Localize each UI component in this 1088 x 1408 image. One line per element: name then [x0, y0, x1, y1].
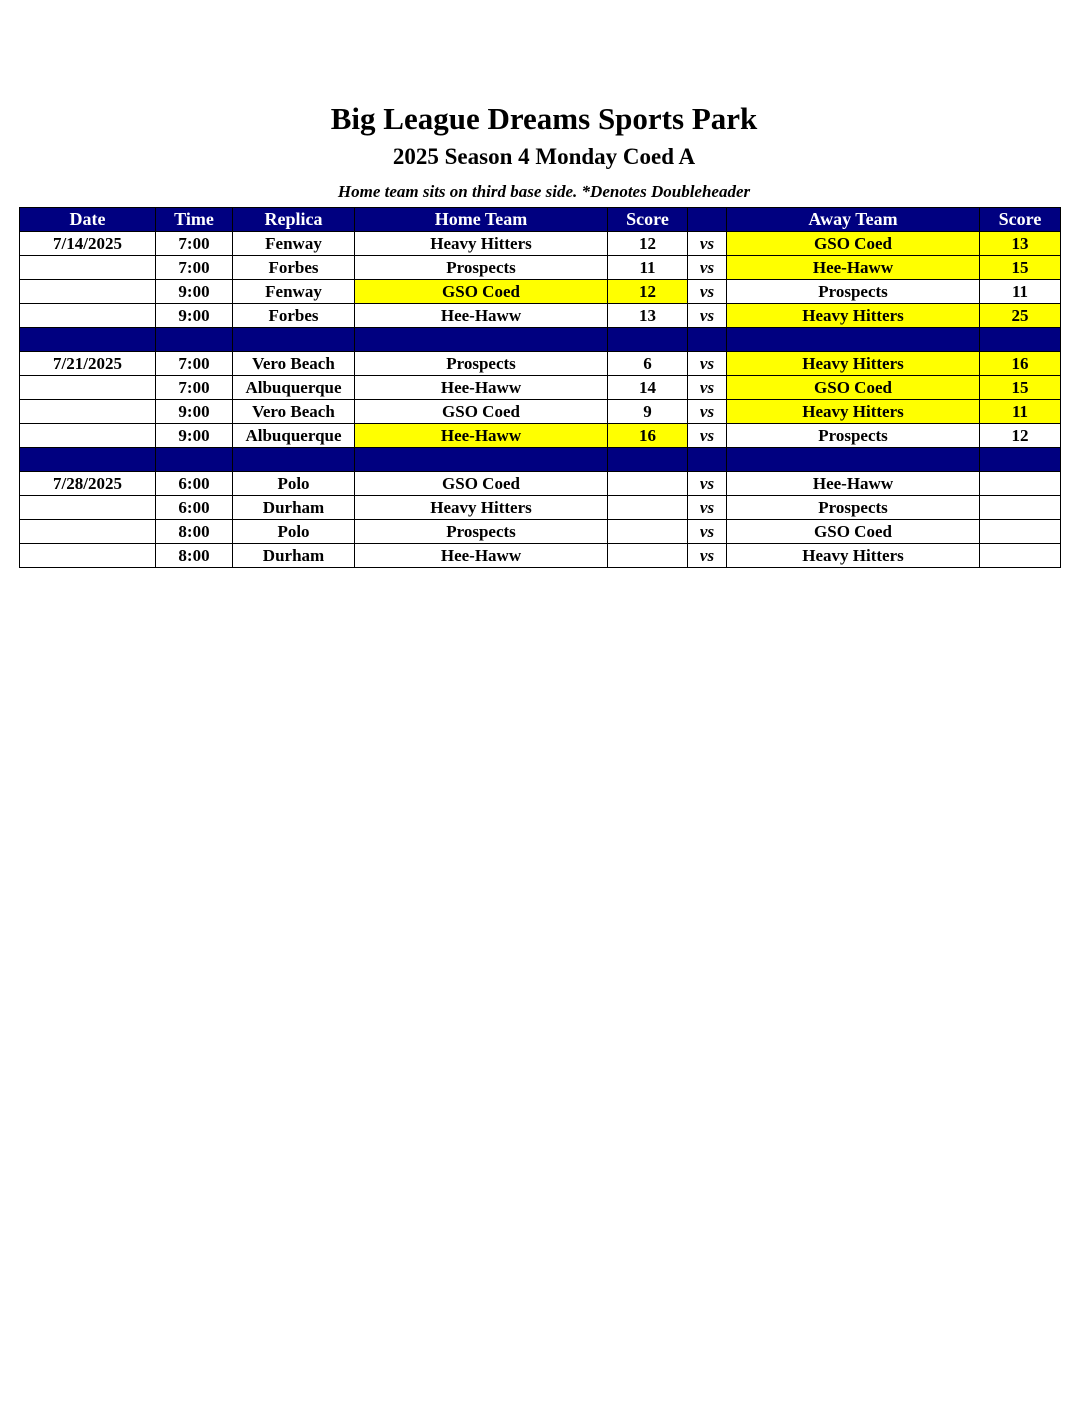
- away-team-cell: Heavy Hitters: [727, 400, 980, 424]
- time-cell: 7:00: [156, 232, 233, 256]
- replica-cell: Polo: [233, 520, 355, 544]
- home-team-cell: Hee-Haww: [355, 424, 608, 448]
- column-header-away-team: Away Team: [727, 208, 980, 232]
- time-cell: 9:00: [156, 304, 233, 328]
- replica-cell: Forbes: [233, 256, 355, 280]
- home-team-cell: Prospects: [355, 256, 608, 280]
- away-score-cell: [980, 544, 1061, 568]
- replica-cell: Vero Beach: [233, 352, 355, 376]
- separator-cell: [980, 328, 1061, 352]
- separator-cell: [156, 328, 233, 352]
- time-cell: 7:00: [156, 352, 233, 376]
- game-row: [20, 232, 1061, 256]
- date-cell: [20, 376, 156, 400]
- table-header-row: [20, 208, 1061, 232]
- away-team-cell: Prospects: [727, 424, 980, 448]
- column-header-date: Date: [20, 208, 156, 232]
- date-cell: [20, 544, 156, 568]
- home-score-cell: 13: [608, 304, 688, 328]
- separator-cell: [688, 328, 727, 352]
- column-header-vs: [688, 208, 727, 232]
- home-team-cell: GSO Coed: [355, 400, 608, 424]
- away-score-cell: [980, 520, 1061, 544]
- time-cell: 6:00: [156, 496, 233, 520]
- away-score-cell: 16: [980, 352, 1061, 376]
- separator-cell: [608, 448, 688, 472]
- away-team-cell: GSO Coed: [727, 232, 980, 256]
- away-team-cell: Heavy Hitters: [727, 304, 980, 328]
- time-cell: 9:00: [156, 400, 233, 424]
- home-score-cell: 11: [608, 256, 688, 280]
- date-cell: 7/21/2025: [20, 352, 156, 376]
- game-row: [20, 376, 1061, 400]
- home-score-cell: [608, 520, 688, 544]
- vs-cell: vs: [688, 544, 727, 568]
- home-score-cell: 6: [608, 352, 688, 376]
- home-score-cell: 16: [608, 424, 688, 448]
- date-cell: [20, 280, 156, 304]
- game-row: [20, 304, 1061, 328]
- replica-cell: Albuquerque: [233, 376, 355, 400]
- home-team-cell: GSO Coed: [355, 280, 608, 304]
- date-cell: [20, 304, 156, 328]
- home-team-cell: Hee-Haww: [355, 544, 608, 568]
- home-score-cell: 9: [608, 400, 688, 424]
- home-team-cell: Prospects: [355, 520, 608, 544]
- replica-cell: Vero Beach: [233, 400, 355, 424]
- game-row: [20, 544, 1061, 568]
- game-row: [20, 496, 1061, 520]
- away-score-cell: 15: [980, 376, 1061, 400]
- replica-cell: Polo: [233, 472, 355, 496]
- away-score-cell: 11: [980, 400, 1061, 424]
- separator-cell: [688, 448, 727, 472]
- home-score-cell: [608, 544, 688, 568]
- page-title: Big League Dreams Sports Park: [330, 101, 758, 136]
- separator-cell: [20, 448, 156, 472]
- replica-cell: Fenway: [233, 280, 355, 304]
- date-cell: [20, 424, 156, 448]
- date-cell: [20, 520, 156, 544]
- vs-cell: vs: [688, 352, 727, 376]
- vs-cell: vs: [688, 472, 727, 496]
- time-cell: 8:00: [156, 520, 233, 544]
- time-cell: 9:00: [156, 280, 233, 304]
- home-team-cell: Hee-Haww: [355, 304, 608, 328]
- date-cell: [20, 400, 156, 424]
- separator-cell: [355, 448, 608, 472]
- season-subtitle: 2025 Season 4 Monday Coed A: [392, 144, 696, 169]
- home-team-cell: Prospects: [355, 352, 608, 376]
- replica-cell: Albuquerque: [233, 424, 355, 448]
- column-header-time: Time: [156, 208, 233, 232]
- vs-cell: vs: [688, 520, 727, 544]
- home-score-cell: [608, 496, 688, 520]
- column-header-away-score: Score: [980, 208, 1061, 232]
- away-score-cell: 11: [980, 280, 1061, 304]
- column-header-home-score: Score: [608, 208, 688, 232]
- column-header-home-team: Home Team: [355, 208, 608, 232]
- vs-cell: vs: [688, 232, 727, 256]
- away-team-cell: GSO Coed: [727, 376, 980, 400]
- away-team-cell: Hee-Haww: [727, 256, 980, 280]
- away-team-cell: GSO Coed: [727, 520, 980, 544]
- away-score-cell: 13: [980, 232, 1061, 256]
- vs-cell: vs: [688, 496, 727, 520]
- separator-cell: [20, 328, 156, 352]
- replica-cell: Forbes: [233, 304, 355, 328]
- week-separator-row: [20, 328, 1061, 352]
- separator-cell: [156, 448, 233, 472]
- replica-cell: Durham: [233, 496, 355, 520]
- time-cell: 7:00: [156, 376, 233, 400]
- time-cell: 9:00: [156, 424, 233, 448]
- game-row: [20, 352, 1061, 376]
- separator-cell: [355, 328, 608, 352]
- home-score-cell: [608, 472, 688, 496]
- away-team-cell: Prospects: [727, 280, 980, 304]
- home-team-cell: GSO Coed: [355, 472, 608, 496]
- time-cell: 8:00: [156, 544, 233, 568]
- home-team-cell: Heavy Hitters: [355, 232, 608, 256]
- vs-cell: vs: [688, 400, 727, 424]
- separator-cell: [608, 328, 688, 352]
- home-score-cell: 12: [608, 232, 688, 256]
- separator-cell: [727, 328, 980, 352]
- time-cell: 6:00: [156, 472, 233, 496]
- game-row: [20, 520, 1061, 544]
- game-row: [20, 424, 1061, 448]
- vs-cell: vs: [688, 256, 727, 280]
- away-score-cell: [980, 496, 1061, 520]
- game-row: [20, 472, 1061, 496]
- vs-cell: vs: [688, 376, 727, 400]
- away-team-cell: Heavy Hitters: [727, 544, 980, 568]
- replica-cell: Fenway: [233, 232, 355, 256]
- away-team-cell: Prospects: [727, 496, 980, 520]
- column-header-replica: Replica: [233, 208, 355, 232]
- away-score-cell: [980, 472, 1061, 496]
- week-separator-row: [20, 448, 1061, 472]
- vs-cell: vs: [688, 280, 727, 304]
- separator-cell: [233, 448, 355, 472]
- schedule-table: [19, 207, 1061, 568]
- away-score-cell: 12: [980, 424, 1061, 448]
- date-cell: 7/14/2025: [20, 232, 156, 256]
- home-score-cell: 14: [608, 376, 688, 400]
- separator-cell: [233, 328, 355, 352]
- game-row: [20, 280, 1061, 304]
- replica-cell: Durham: [233, 544, 355, 568]
- away-team-cell: Hee-Haww: [727, 472, 980, 496]
- time-cell: 7:00: [156, 256, 233, 280]
- home-team-cell: Hee-Haww: [355, 376, 608, 400]
- game-row: [20, 400, 1061, 424]
- game-row: [20, 256, 1061, 280]
- away-score-cell: 25: [980, 304, 1061, 328]
- away-team-cell: Heavy Hitters: [727, 352, 980, 376]
- separator-cell: [727, 448, 980, 472]
- schedule-note: Home team sits on third base side. *Denotes Doubleheader: [337, 182, 751, 201]
- vs-cell: vs: [688, 304, 727, 328]
- date-cell: [20, 496, 156, 520]
- away-score-cell: 15: [980, 256, 1061, 280]
- separator-cell: [980, 448, 1061, 472]
- home-score-cell: 12: [608, 280, 688, 304]
- vs-cell: vs: [688, 424, 727, 448]
- date-cell: [20, 256, 156, 280]
- schedule-body: [20, 232, 1061, 568]
- home-team-cell: Heavy Hitters: [355, 496, 608, 520]
- date-cell: 7/28/2025: [20, 472, 156, 496]
